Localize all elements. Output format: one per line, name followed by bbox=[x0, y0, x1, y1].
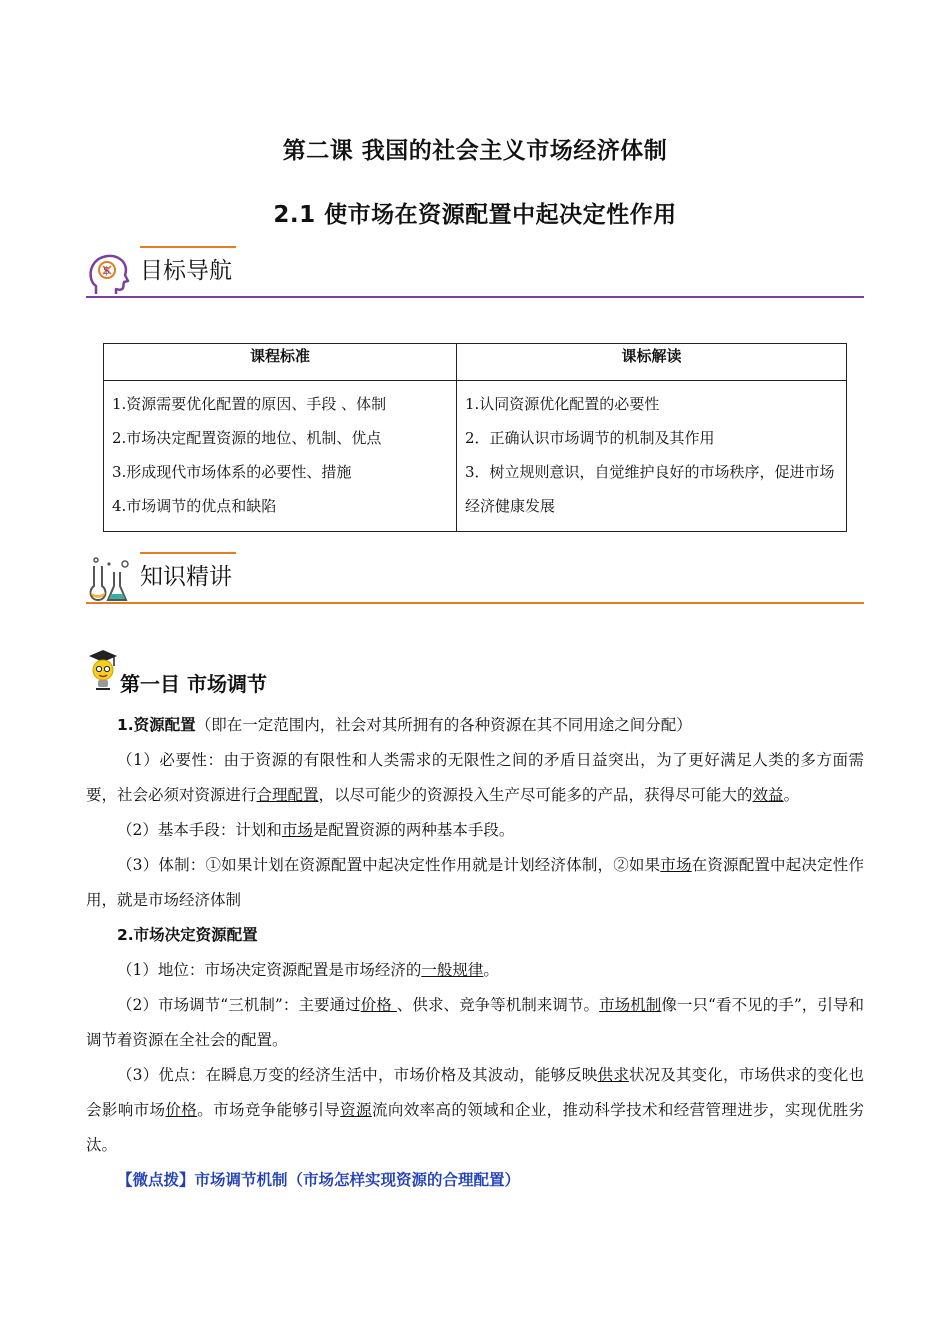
section-goal-top-line bbox=[140, 246, 236, 248]
section-knowledge-top-line bbox=[140, 552, 236, 554]
interpretation-item: 2．正确认识市场调节的机制及其作用 bbox=[465, 429, 715, 447]
interpretation-item: 3．树立规则意识，自觉维护良好的市场秩序，促进市场经济健康发展 bbox=[465, 463, 835, 515]
head-brain-icon bbox=[86, 250, 136, 300]
text-span: 。 bbox=[483, 961, 499, 979]
text-span: 状况及其变化，市场供求的变化也会影响市场 bbox=[86, 1066, 864, 1119]
standard-item: 2.市场决定配置资源的地位、机制、优点 bbox=[112, 429, 382, 447]
section-knowledge-label: 知识精讲 bbox=[140, 564, 232, 590]
interpretation-item: 1.认同资源优化配置的必要性 bbox=[465, 395, 660, 413]
underlined-keyword: 价格 bbox=[165, 1101, 198, 1119]
standard-item: 4.市场调节的优点和缺陷 bbox=[112, 497, 277, 515]
standards-cell bbox=[104, 381, 457, 532]
table-row bbox=[104, 381, 847, 532]
document-title: 第二课 我国的社会主义市场经济体制 bbox=[282, 138, 668, 164]
paragraph-three-mechanisms bbox=[86, 988, 864, 1058]
text-span: （3）优点：在瞬息万变的经济生活中，市场价格及其波动，能够反映 bbox=[117, 1066, 598, 1084]
text-span: （1）必要性：由于资源的有限性和人类需求的无限性之间的矛盾日益突出，为了更好满足人类的多方面需要，社会必须对资源进行 bbox=[86, 751, 864, 804]
graduate-bulb-icon bbox=[86, 646, 120, 692]
paragraph-resource-allocation bbox=[86, 708, 864, 743]
header-course-standard: 课程标准 bbox=[104, 344, 457, 381]
paragraph-necessity bbox=[86, 743, 864, 813]
paragraph-basic-means bbox=[86, 813, 864, 848]
text-span: 。 bbox=[783, 786, 800, 804]
underlined-keyword: 合理配置 bbox=[256, 786, 319, 804]
section-goal-header bbox=[86, 250, 864, 310]
underlined-keyword: 市场机制 bbox=[599, 996, 662, 1014]
underlined-keyword: 一般规律 bbox=[421, 961, 484, 979]
underlined-keyword: 市场 bbox=[660, 856, 692, 874]
heading-resource-allocation: 1.资源配置 bbox=[117, 716, 196, 734]
svg-text:$: $ bbox=[103, 264, 110, 277]
header-standard-interpretation: 课标解读 bbox=[457, 344, 847, 381]
document-subtitle: 2.1 使市场在资源配置中起决定性作用 bbox=[273, 202, 677, 228]
underlined-keyword: 供求 bbox=[597, 1066, 629, 1084]
text-span: 在资源配置中起决定性作用，就是市场经济体制 bbox=[86, 856, 864, 909]
text-span: ，以尽可能少的资源投入生产尽可能多的产品，获得尽可能大的 bbox=[318, 786, 753, 804]
text-span: 流向效率高的领域和企业，推动科学技术和经营管理进步，实现优胜劣汰。 bbox=[86, 1101, 864, 1154]
text-span: 、供求、竞争等机制来调节。 bbox=[396, 996, 600, 1014]
text-span: （1）地位：市场决定资源配置是市场经济的 bbox=[117, 961, 422, 979]
subsection-heading bbox=[86, 646, 486, 696]
paragraph-status bbox=[86, 953, 864, 988]
section-knowledge-header bbox=[86, 556, 864, 616]
text-span: （2）基本手段：计划和 bbox=[117, 821, 282, 839]
paragraph-market-decides bbox=[86, 918, 864, 953]
paragraph-tip bbox=[86, 1163, 864, 1198]
tip-heading: 【微点拨】市场调节机制（市场怎样实现资源的合理配置） bbox=[117, 1171, 521, 1189]
underlined-keyword: 市场 bbox=[281, 821, 313, 839]
section-knowledge-rule bbox=[86, 602, 864, 604]
underlined-keyword: 资源 bbox=[340, 1101, 372, 1119]
definition-text: （即在一定范围内，社会对其所拥有的各种资源在其不同用途之间分配） bbox=[195, 716, 692, 734]
text-span: 。市场竞争能够引导 bbox=[197, 1101, 341, 1119]
text-span: 像一只“看不见的手”，引导和调节着资源在全社会的配置。 bbox=[86, 996, 864, 1049]
heading-market-decides: 2.市场决定资源配置 bbox=[117, 926, 258, 944]
text-span: （2）市场调节“三机制”：主要通过 bbox=[117, 996, 361, 1014]
text-span: 是配置资源的两种基本手段。 bbox=[312, 821, 515, 839]
underlined-keyword: 价格 bbox=[360, 996, 397, 1014]
content-body bbox=[86, 708, 864, 1198]
subsection-title: 第一目 市场调节 bbox=[120, 672, 267, 696]
curriculum-standards-table bbox=[103, 343, 847, 532]
section-goal-label: 目标导航 bbox=[140, 258, 232, 284]
table-header-row bbox=[104, 344, 847, 381]
text-span: （3）体制：①如果计划在资源配置中起决定性作用就是计划经济体制，②如果 bbox=[117, 856, 661, 874]
lab-flask-icon bbox=[86, 556, 136, 606]
underlined-keyword: 效益 bbox=[752, 786, 784, 804]
standard-item: 3.形成现代市场体系的必要性、措施 bbox=[112, 463, 352, 481]
interpretation-cell bbox=[457, 381, 847, 532]
section-goal-rule bbox=[86, 296, 864, 298]
standard-item: 1.资源需要优化配置的原因、手段 、体制 bbox=[112, 395, 387, 413]
paragraph-advantages bbox=[86, 1058, 864, 1163]
paragraph-system bbox=[86, 848, 864, 918]
